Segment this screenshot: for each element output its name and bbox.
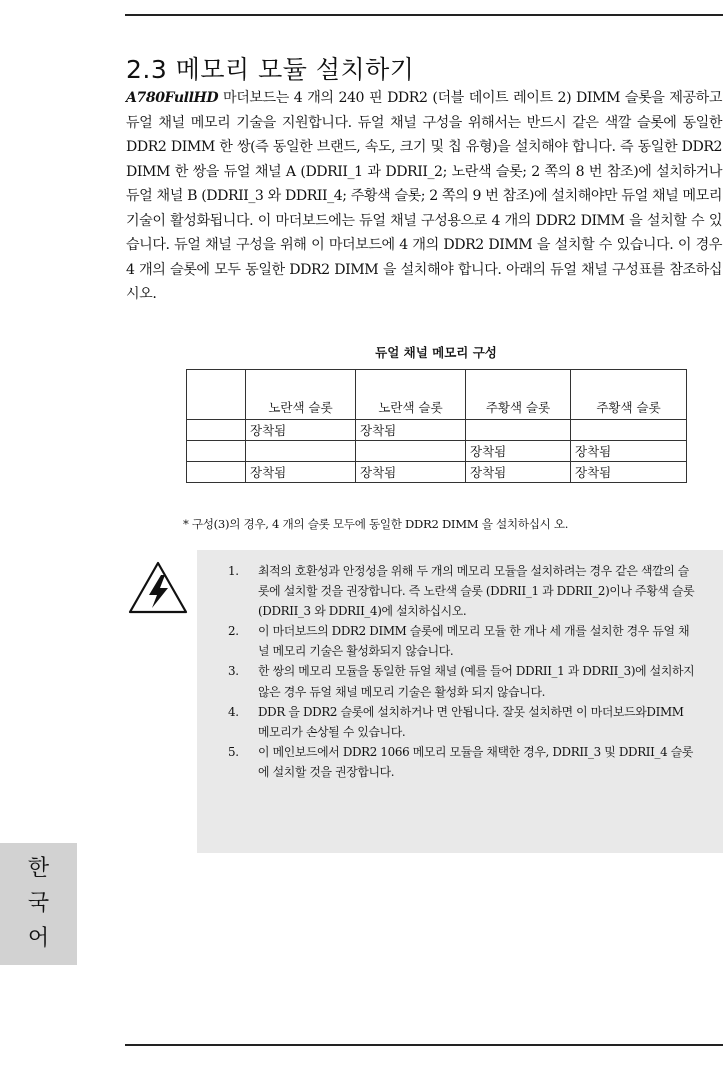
- table-header-cell: 노란색 슬롯: [356, 370, 466, 420]
- language-tab-label: [0, 851, 77, 956]
- list-item: [228, 561, 698, 621]
- note-number: 5.: [228, 744, 239, 759]
- table-cell: [187, 441, 246, 462]
- note-text: 한 쌍의 메모리 모듈을 동일한 듀얼 채널 (예를 들어 DDRII_1 과 DDRII_3)에 설치하지 않은 경우 듀얼 채널 메모리 기술은 활성화 되지 않습니다.: [258, 664, 695, 699]
- table-header-cell: 주황색 슬롯: [571, 370, 687, 420]
- footer-rule: [125, 1044, 723, 1046]
- memory-config-table: [186, 369, 687, 483]
- table-cell: [356, 441, 466, 462]
- table-cell: 장착됨: [466, 441, 571, 462]
- table-cell: 장착됨: [356, 462, 466, 483]
- language-tab-char: 국: [27, 891, 50, 916]
- note-number: 3.: [228, 664, 239, 679]
- product-name: A780FullHD: [126, 90, 219, 106]
- note-text: 이 마더보드의 DDR2 DIMM 슬롯에 메모리 모듈 한 개나 세 개를 설치한 경우 듀얼 채널 메모리 기술은 활성화되지 않습니다.: [258, 624, 690, 659]
- table-cell: 장착됨: [356, 420, 466, 441]
- table-cell: 장착됨: [571, 462, 687, 483]
- section-title: 2.3 메모리 모듈 설치하기: [126, 55, 415, 84]
- notes-list: [228, 561, 698, 782]
- note-text: 이 메인보드에서 DDR2 1066 메모리 모듈을 채택한 경우, DDRII_3 및 DDRII_4 슬롯에 설치할 것을 권장합니다.: [258, 744, 694, 779]
- table-header-row: [187, 370, 687, 420]
- table-cell: 장착됨: [246, 420, 356, 441]
- table-header-cell: 주황색 슬롯: [466, 370, 571, 420]
- table-cell: [571, 420, 687, 441]
- table-title: 듀얼 채널 메모리 구성: [375, 345, 497, 360]
- note-text: 최적의 호환성과 안정성을 위해 두 개의 메모리 모듈을 설치하려는 경우 같은 색깔의 슬롯에 설치할 것을 권장합니다. 즉 노란색 슬롯 (DDRII_1 과 DDRII_2)이나 주황색 슬롯(DDRII_3 와 DDRII_4)에 설치하십시오.: [258, 564, 695, 619]
- table-row: [187, 462, 687, 483]
- note-number: 1.: [228, 564, 239, 578]
- table-cell: [187, 462, 246, 483]
- table-row: [187, 420, 687, 441]
- body-paragraph: [126, 86, 722, 307]
- table-header-cell: 노란색 슬롯: [246, 370, 356, 420]
- table-row: [187, 441, 687, 462]
- table-header-cell: [187, 370, 246, 420]
- table-cell: [187, 420, 246, 441]
- note-number: 4.: [228, 704, 239, 719]
- language-tab-char: 한: [27, 856, 50, 881]
- table-cell: 장착됨: [571, 441, 687, 462]
- language-tab-char: 어: [27, 926, 50, 951]
- table-cell: [466, 420, 571, 441]
- note-number: 2.: [228, 624, 239, 639]
- language-side-tab: [0, 843, 77, 965]
- list-item: [228, 742, 698, 782]
- table-cell: 장착됨: [466, 462, 571, 483]
- list-item: [228, 661, 698, 701]
- table-footnote: * 구성(3)의 경우, 4 개의 슬롯 모두에 동일한 DDR2 DIMM 을 설치하십시 오.: [183, 517, 569, 531]
- body-text: 마더보드는 4 개의 240 핀 DDR2 (더블 데이트 레이트 2) DIMM 슬롯을 제공하고 듀얼 채널 메모리 기술을 지원합니다. 듀얼 채널 구성을 위해서는 반드시 같은 색깔 슬롯에 동일한 DDR2 DIMM 한 쌍(즉 동일한 브랜드, 속도, 크기 및 칩 유형)을 설치해야 합니다. 즉 동일한 DDR2 DIMM 한 쌍을 듀얼 채널 A (DDRII_1 과 DDRII_2; 노란색 슬롯; 2 쪽의 8 번 참조)에 설치하거나 듀얼 채널 B (DDRII_3 와 DDRII_4; 주황색 슬롯; 2 쪽의 9 번 참조)에 설치해야만 듀얼 채널 메모리 기술이 활성화됩니다. 이 마더보드에는 듀얼 채널 구성용으로 4 개의 DDR2 DIMM 을 설치할 수 있습니다. 듀얼 채널 구성을 위해 이 마더보드에 4 개의 DDR2 DIMM 을 설치할 수 있습니다. 이 경우 4 개의 슬롯에 모두 동일한 DDR2 DIMM 을 설치해야 합니다. 아래의 듀얼 채널 구성표를 참조하십시오.: [126, 90, 722, 302]
- list-item: [228, 702, 698, 742]
- table-cell: [246, 441, 356, 462]
- header-rule: [125, 14, 723, 16]
- list-item: [228, 621, 698, 661]
- table-cell: 장착됨: [246, 462, 356, 483]
- note-text: DDR 을 DDR2 슬롯에 설치하거나 면 안됩니다. 잘못 설치하면 이 마더보드와DIMM 메모리가 손상될 수 있습니다.: [258, 704, 684, 739]
- high-voltage-warning-icon: [127, 560, 189, 616]
